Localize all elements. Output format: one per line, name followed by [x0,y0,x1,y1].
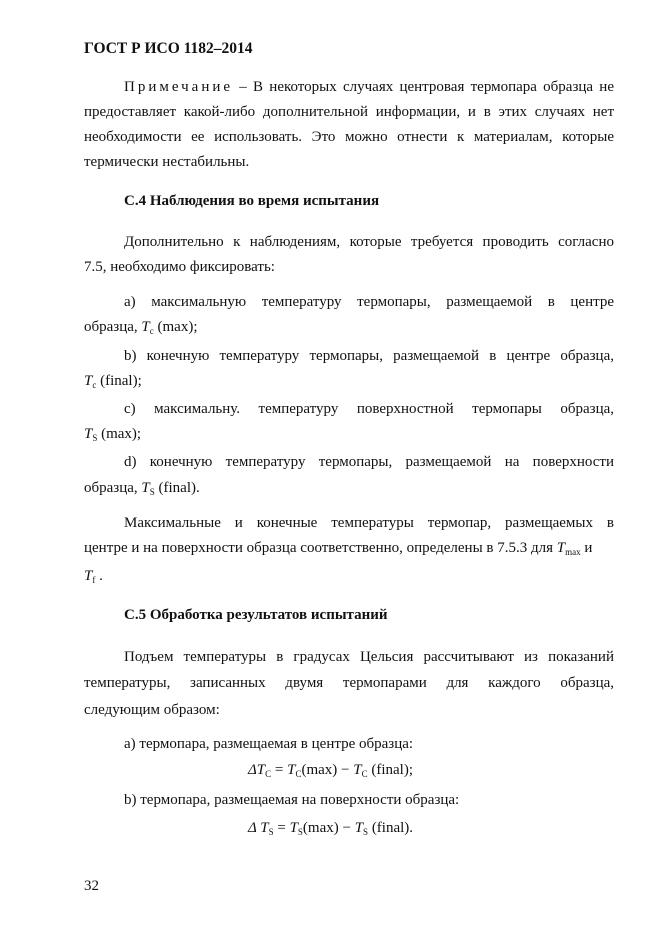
subscript: f [92,575,96,585]
subscript: S [268,827,274,837]
paragraph-line: следующим образом: [84,702,220,718]
text: образца, [84,319,138,335]
section-heading-c5: С.5 Обработка результатов испытаний [124,607,388,623]
list-item-a: a) термопара, размещаемая в центре образца: [124,736,414,752]
subscript: S [149,487,155,497]
symbol: T [354,820,364,836]
symbol: T [84,568,93,584]
subscript: C [361,769,368,779]
symbol: T [287,762,296,778]
subscript: C [295,769,302,779]
list-item-b: b) конечную температуру термопары, размещаемой в центре образца, [124,348,614,364]
text: центре и на поверхности образца соответственно, определены в 7.5.3 для [84,540,553,556]
list-item-d: d) конечную температуру термопары, размещаемой на поверхности [124,454,614,470]
paragraph-line [84,539,614,557]
note-line: предоставляет какой-либо дополнительной информации, и в этих случаях нет [84,104,614,120]
symbol: T [289,820,298,836]
formula-surface [0,819,661,837]
list-item-d-cont [84,479,614,497]
list-item-c: c) максимальну. температуру поверхностной термопары образца, [124,401,614,417]
note-line: термически нестабильны. [84,154,250,170]
text: (final). [154,480,200,496]
delta: ΔT [247,762,266,778]
list-item-a-cont [84,318,614,336]
list-item-c-cont [84,425,614,443]
symbol: T [84,373,93,389]
paragraph-line: Дополнительно к наблюдениям, которые требуется проводить согласно [124,234,614,250]
section-heading-c4: С.4 Наблюдения во время испытания [124,193,380,209]
subscript: max [565,547,581,557]
paragraph-line: температуры, записанных двумя термопарами для каждого образца, [84,675,614,691]
formula-center [0,761,661,779]
text: = [271,762,288,778]
text: = [273,820,290,836]
subscript: S [297,827,303,837]
subscript: c [149,326,154,336]
page-number: 32 [84,878,99,894]
symbol: T [141,319,150,335]
symbol: T [556,540,566,556]
note-line [124,78,614,96]
delta: Δ T [247,820,269,836]
text: (max) − [302,820,355,836]
subscript: c [92,380,97,390]
text: (final); [367,762,414,778]
note-line: необходимости ее использовать. Это можно отнести к материалам, которые [84,129,614,145]
text: (final); [96,373,142,389]
document-header: ГОСТ Р ИСО 1182–2014 [84,40,253,57]
note-label: Примечание [124,79,234,95]
paragraph-line: 7.5, необходимо фиксировать: [84,259,275,275]
text: . [95,568,103,584]
paragraph-line [84,567,614,585]
note-text: – В некоторых случаях центровая термопара образца не [233,79,614,95]
symbol: T [141,480,150,496]
text: (max) − [301,762,354,778]
subscript: C [265,769,272,779]
symbol: T [84,426,93,442]
subscript: S [363,827,369,837]
paragraph-line: Подъем температуры в градусах Цельсия рассчитывают из показаний [124,649,614,665]
list-item-b: b) термопара, размещаемая на поверхности образца: [124,792,460,808]
text: (final). [368,820,414,836]
paragraph-line: Максимальные и конечные температуры термопар, размещаемых в [124,515,614,531]
list-item-a: a) максимальную температуру термопары, размещаемой в центре [124,294,614,310]
text: (max); [153,319,198,335]
symbol: T [353,762,362,778]
text: (max); [97,426,142,442]
list-item-b-cont [84,372,614,390]
subscript: S [92,433,98,443]
text: и [580,540,593,556]
text: образца, [84,480,138,496]
